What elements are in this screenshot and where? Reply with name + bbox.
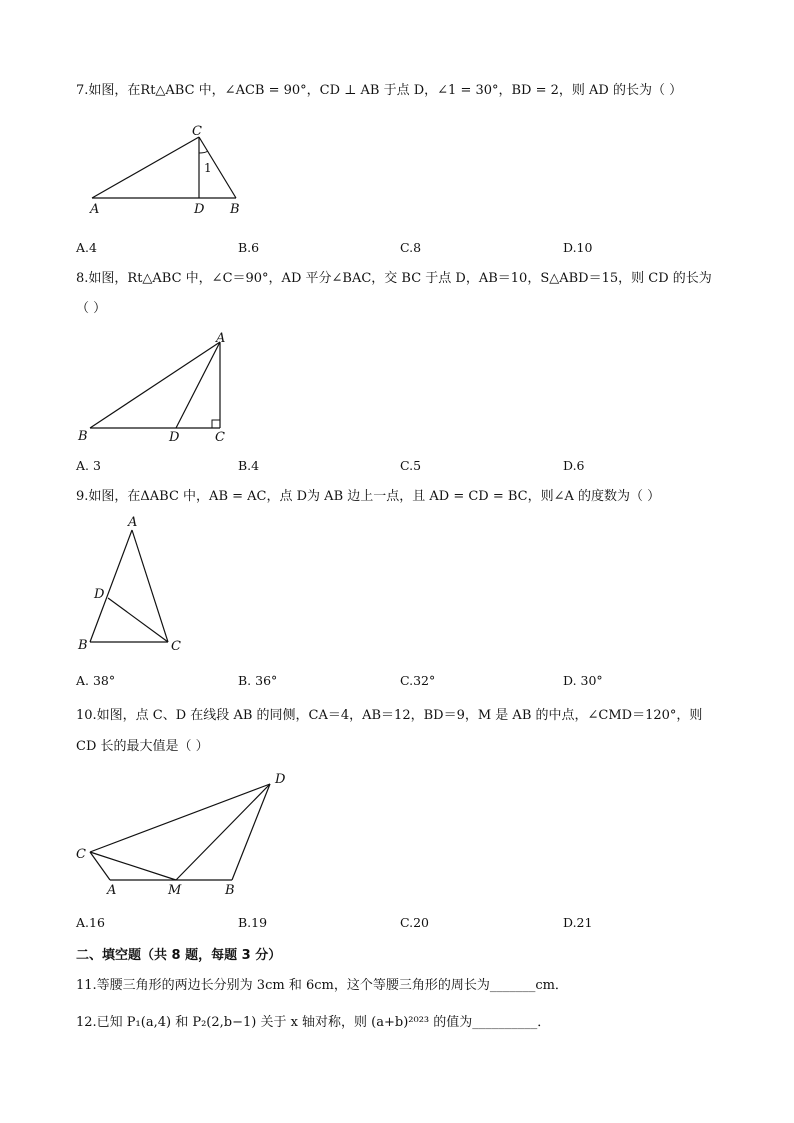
q8-label-d: D (169, 430, 180, 445)
q7-angle-arc (199, 151, 208, 153)
q7-text: 7.如图，在Rt△ABC 中，∠ACB = 90°，CD ⊥ AB 于点 D，∠1 = 30°，BD = 2，则 AD 的长为（ ） (76, 83, 683, 98)
q8-label-b: B (78, 429, 88, 444)
q7-option-c[interactable]: C.8 (400, 240, 422, 255)
q10-segment-cd (90, 784, 270, 852)
q9-option-b[interactable]: B. 36° (238, 673, 278, 688)
q9-label-a: A (128, 515, 138, 530)
q10-label-d: D (275, 772, 286, 787)
q10-option-d[interactable]: D.21 (563, 915, 593, 930)
q7-label-b: B (230, 202, 240, 217)
q10-segment-cm (90, 852, 176, 880)
q9-option-a[interactable]: A. 38° (76, 673, 116, 688)
q10-segment-md (176, 784, 270, 880)
q7-figure (80, 120, 260, 220)
q11-text: 11.等腰三角形的两边长分别为 3cm 和 6cm，这个等腰三角形的周长为_______cm． (76, 978, 568, 993)
q10-label-m: M (168, 883, 182, 898)
q10-option-c[interactable]: C.20 (400, 915, 429, 930)
q10-text-line2: CD 长的最大值是（ ） (76, 739, 209, 754)
q10-label-b: B (225, 883, 235, 898)
q10-label-a: A (107, 883, 117, 898)
q8-segment-ab (90, 342, 220, 428)
q9-segment-ab (90, 530, 132, 642)
q10-option-b[interactable]: B.19 (238, 915, 268, 930)
q8-right-angle-mark (212, 420, 220, 428)
q10-segment-ca (90, 852, 110, 880)
q7-label-a: A (90, 202, 100, 217)
q9-option-d[interactable]: D. 30° (563, 673, 603, 688)
q7-option-a[interactable]: A.4 (76, 240, 97, 255)
q9-segment-cd (108, 598, 168, 642)
q10-text-line1: 10.如图，点 C、D 在线段 AB 的同侧，CA＝4，AB＝12，BD＝9，M 是 AB 的中点，∠CMD＝120°，则 (76, 708, 703, 723)
q7-option-d[interactable]: D.10 (563, 240, 593, 255)
q10-figure (72, 768, 302, 903)
q8-text-line1: 8.如图，Rt△ABC 中，∠C＝90°，AD 平分∠BAC，交 BC 于点 D，AB＝10，S△ABD＝15，则 CD 的长为 (76, 271, 712, 286)
q7-label-angle: 1 (204, 161, 212, 175)
q9-text: 9.如图，在ΔABC 中，AB = AC，点 D为 AB 边上一点，且 AD = CD = BC，则∠A 的度数为（ ） (76, 489, 661, 504)
q9-label-c: C (171, 639, 181, 654)
q9-label-d: D (94, 587, 105, 602)
q7-label-d: D (194, 202, 205, 217)
q9-label-b: B (78, 638, 88, 653)
q8-figure (76, 330, 246, 450)
q10-segment-bd (232, 784, 270, 880)
q8-text-line2: （ ） (76, 301, 107, 316)
q8-label-c: C (215, 430, 225, 445)
q10-label-c: C (76, 847, 86, 862)
q10-option-a[interactable]: A.16 (76, 915, 105, 930)
q8-segment-ad (176, 342, 220, 428)
q9-segment-ac (132, 530, 168, 642)
q8-label-a: A (216, 331, 226, 346)
q8-option-b[interactable]: B.4 (238, 458, 260, 473)
q12-text: 12.已知 P₁(a,4) 和 P₂(2,b−1) 关于 x 轴对称，则 (a+b)²⁰²³ 的值为__________． (76, 1015, 551, 1030)
q7-segment-ac (92, 137, 199, 198)
q8-option-a[interactable]: A. 3 (76, 458, 101, 473)
q8-option-d[interactable]: D.6 (563, 458, 585, 473)
q7-option-b[interactable]: B.6 (238, 240, 260, 255)
q8-option-c[interactable]: C.5 (400, 458, 422, 473)
q9-figure (76, 512, 196, 657)
q7-label-c: C (192, 124, 202, 139)
section-fill-in-title: 二、填空题（共 8 题，每题 3 分） (76, 948, 282, 963)
q9-option-c[interactable]: C.32° (400, 673, 436, 688)
